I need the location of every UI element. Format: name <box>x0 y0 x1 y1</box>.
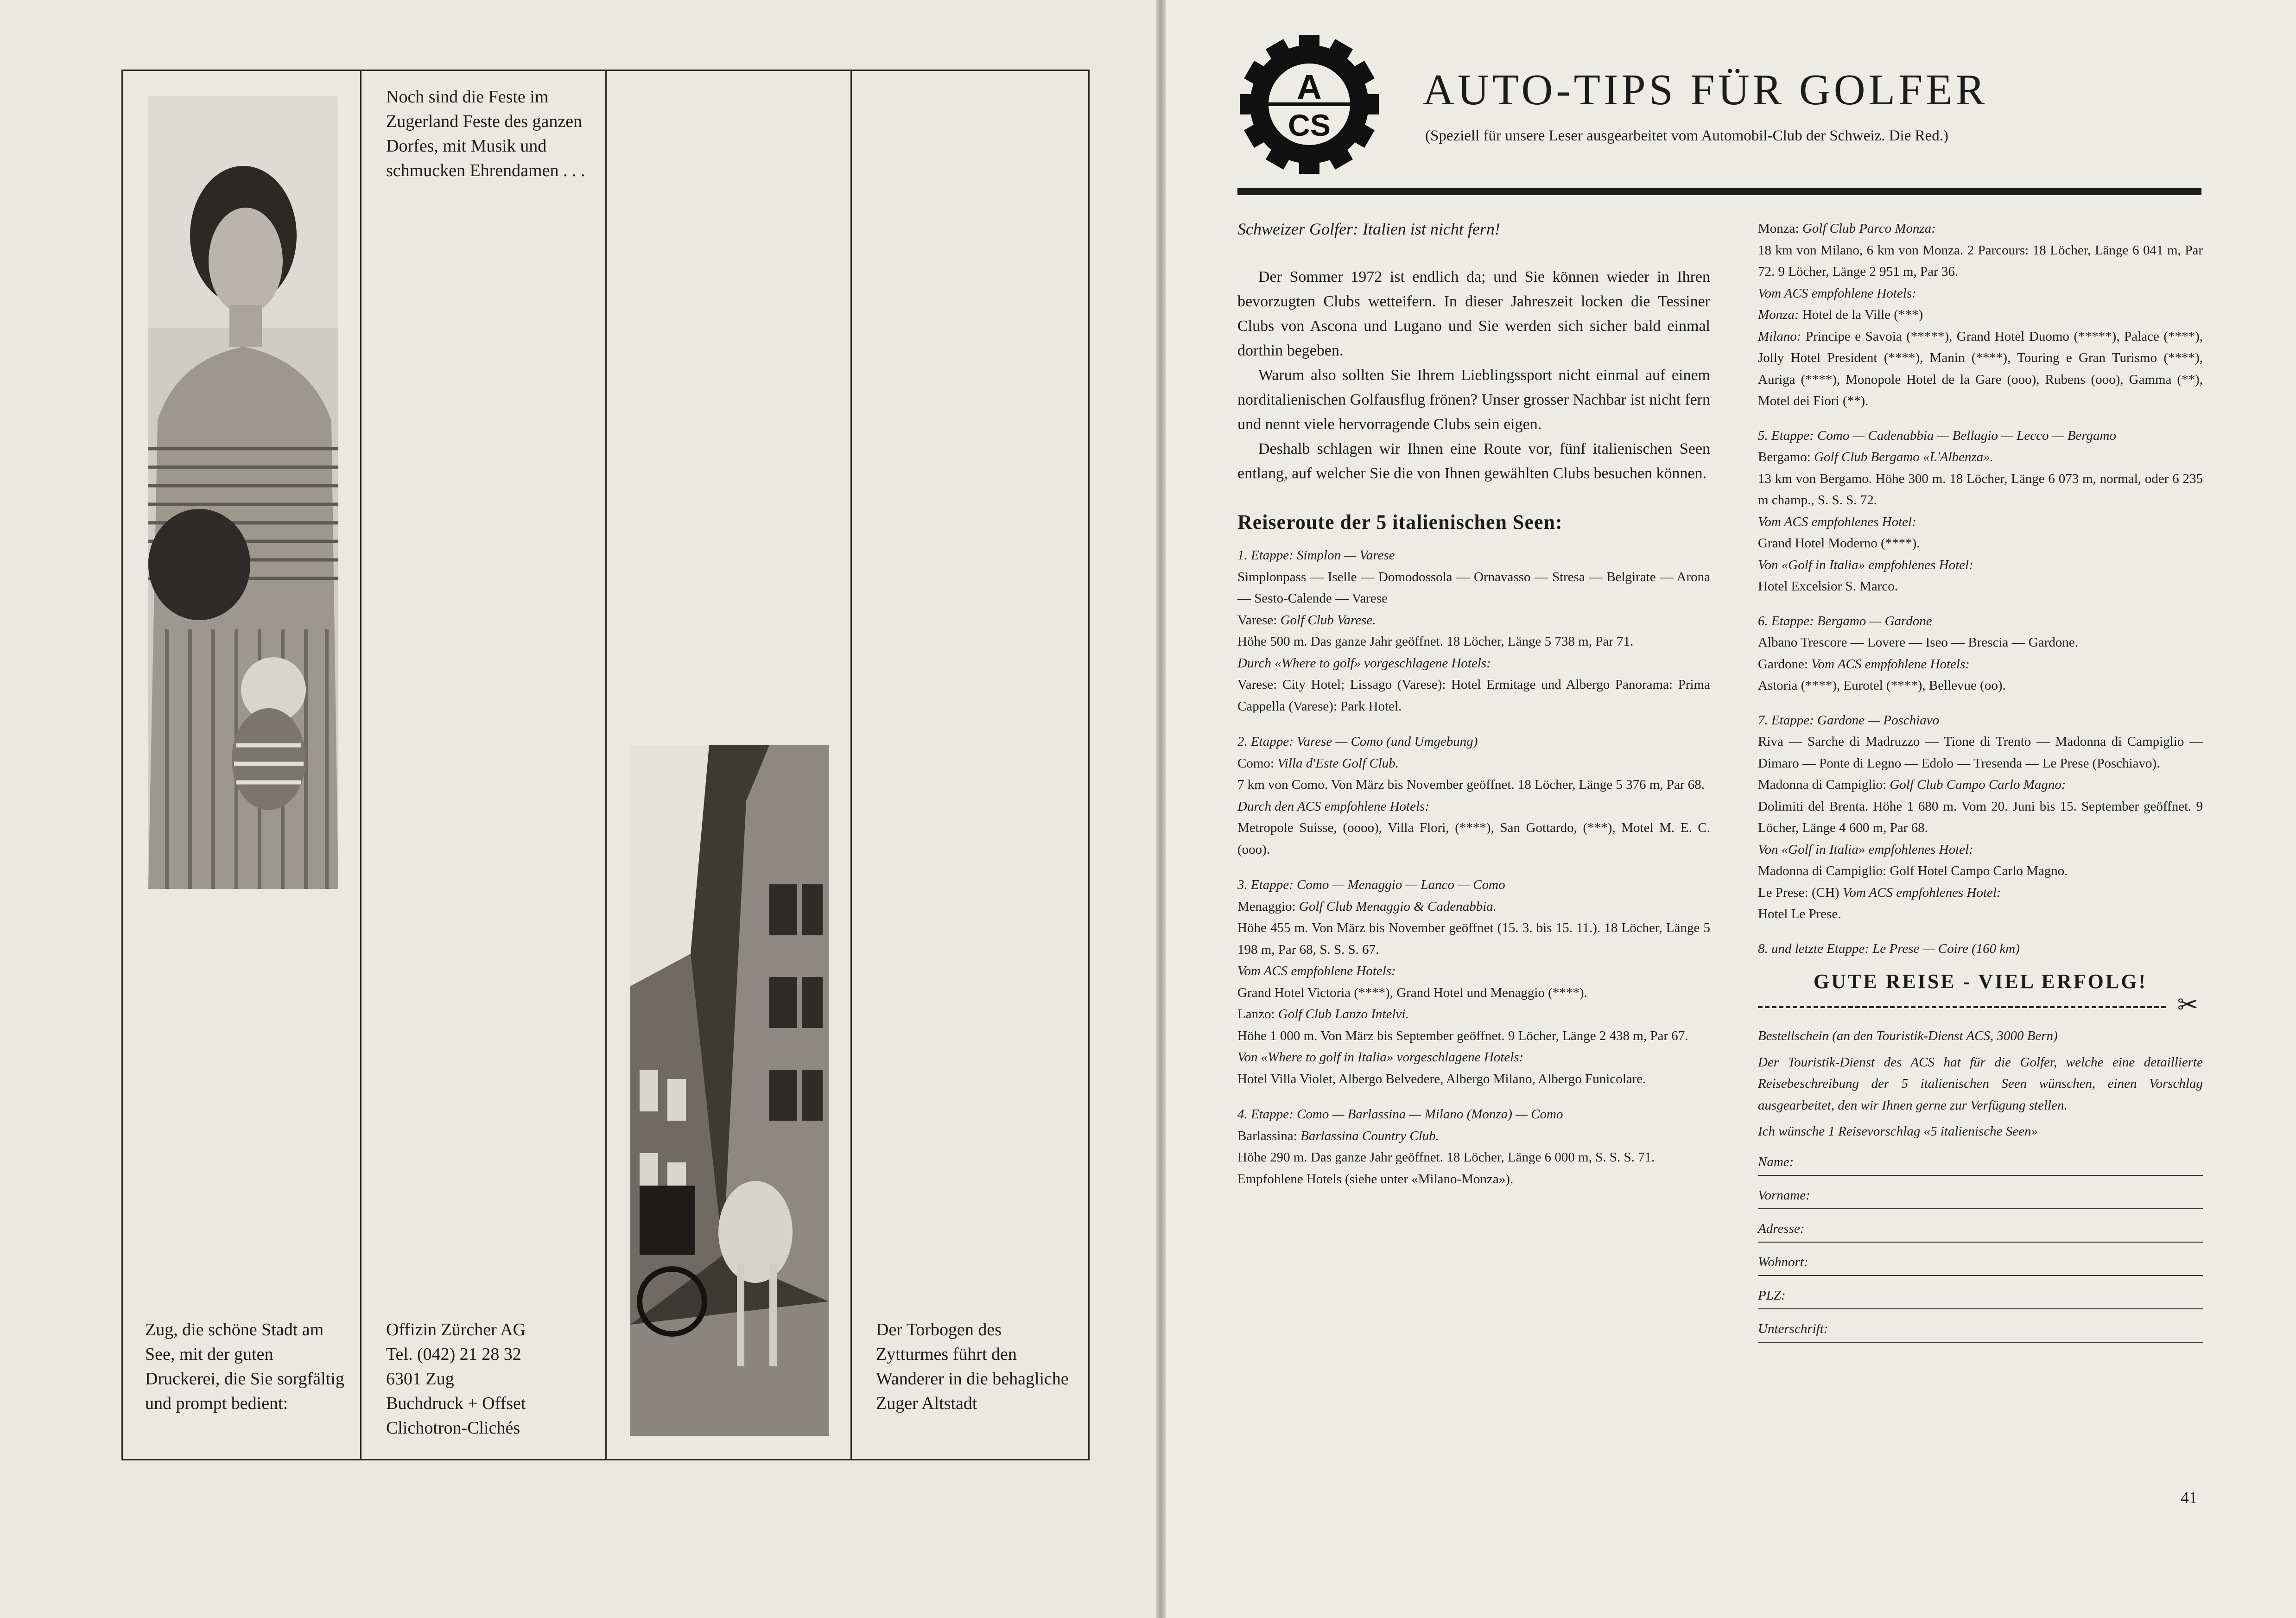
intro-paragraph: Der Sommer 1972 ist endlich da; und Sie können wieder in Ihren bevorzugten Clubs wetteifern. In dieser Jahreszeit locken die Tessiner Clubs von Ascona und Lugano und Sie werden sich sicher bald einmal dorthin begeben. <box>1237 268 1710 359</box>
scissors-icon: ✂ <box>2177 991 2198 1019</box>
column-divider <box>360 71 362 1459</box>
printer-advertisement <box>121 70 1090 1460</box>
club-name: Golf Club Lanzo Intelvi. <box>1278 1007 1409 1022</box>
hotels-list: Empfohlene Hotels (siehe unter «Milano-Monza»). <box>1237 1171 1514 1187</box>
form-field-unterschrift[interactable] <box>1758 1309 2203 1343</box>
hotels-list: Hotel Villa Violet, Albergo Belvedere, Albergo Milano, Albergo Funicolare. <box>1237 1071 1646 1086</box>
logo-text-cs: CS <box>1288 108 1331 142</box>
stage-title: 3. Etappe: Como — Menaggio — Lanco — Como <box>1237 877 1505 892</box>
hotels-line <box>1758 654 2203 675</box>
hotels-heading: Durch den ACS empfohlene Hotels: <box>1237 799 1429 814</box>
club-name: Villa d'Este Golf Club. <box>1277 755 1399 771</box>
stage-title: 8. und letzte Etappe: Le Prese — Coire (160 km) <box>1758 941 2020 956</box>
order-form <box>1758 1142 2203 1343</box>
club-name: Barlassina Country Club. <box>1300 1128 1440 1143</box>
logo-text-a: A <box>1297 68 1322 106</box>
hotel-name: Hotel de la Ville (***) <box>1802 307 1923 322</box>
club-details: Höhe 500 m. Das ganze Jahr geöffnet. 18 Löcher, Länge 5 738 m, Par 71. <box>1237 634 1634 649</box>
form-field-vorname[interactable] <box>1758 1176 2203 1209</box>
article-lead: Schweizer Golfer: Italien ist nicht fern! <box>1237 220 1500 238</box>
stage-3 <box>1237 874 1710 1090</box>
stage-route: Albano Trescore — Lovere — Iseo — Brescia — Gardone. <box>1758 635 2078 650</box>
article-column-left <box>1237 217 1710 1190</box>
town-label: Monza: <box>1758 307 1799 322</box>
hotels-list: Hotel Le Prese. <box>1758 907 1841 921</box>
page-number: 41 <box>2181 1488 2197 1507</box>
club-line <box>1758 218 2203 240</box>
hotels-list: Madonna di Campiglio: Golf Hotel Campo Carlo Magno. <box>1758 863 2068 878</box>
intro-paragraph: Warum also sollten Sie Ihrem Lieblingssport nicht einmal auf einem norditalienischen Golfausflug frönen? Unser grosser Nachbar ist nicht fern und nennt viele hervorragende Clubs sein eigen. <box>1237 367 1710 433</box>
hotels-list <box>1758 326 2203 412</box>
article-subtitle: (Speziell für unsere Leser ausgearbeitet vom Automobil-Club der Schweiz. Die Red.) <box>1425 127 1948 144</box>
club-line <box>1237 896 1710 918</box>
club-details: 18 km von Milano, 6 km von Monza. 2 Parcours: 18 Löcher, Länge 6 041 m, Par 72. 9 Löcher, Länge 2 951 m, Par 36. <box>1758 242 2203 279</box>
stage-title: 4. Etappe: Como — Barlassina — Milano (Monza) — Como <box>1237 1107 1563 1122</box>
club-name: Golf Club Menaggio & Cadenabbia. <box>1299 899 1497 914</box>
club-name: Golf Club Parco Monza: <box>1802 221 1936 236</box>
closing-slogan: GUTE REISE - VIEL ERFOLG! <box>1813 970 2148 993</box>
club-details: Höhe 290 m. Das ganze Jahr geöffnet. 18 Löcher, Länge 6 000 m, S. S. S. 71. <box>1237 1150 1655 1165</box>
hotels-heading: Von «Golf in Italia» empfohlenes Hotel: <box>1758 842 1973 857</box>
stage-title: 1. Etappe: Simplon — Varese <box>1237 548 1395 563</box>
club-name: Golf Club Bergamo «L'Albenza». <box>1814 450 1994 464</box>
field-label: Wohnort: <box>1758 1255 1808 1269</box>
stage-route: Riva — Sarche di Madruzzo — Tione di Trento — Madonna di Campiglio — Dimaro — Ponte di Legno — Edolo — Tresenda — Le Prese (Poschiavo). <box>1758 734 2203 771</box>
town-caption: Zug, die schöne Stadt am See, mit der guten Druckerei, die Sie sorgfältig und prompt bedient: <box>145 1320 344 1413</box>
club-label: Bergamo: <box>1758 450 1811 464</box>
club-line <box>1237 1003 1710 1025</box>
gate-caption: Der Torbogen des Zytturmes führt den Wanderer in die behagliche Zuger Altstadt <box>876 1320 1069 1413</box>
book-gutter <box>1156 0 1166 1618</box>
festival-caption: Noch sind die Feste im Zugerland Feste des ganzen Dorfes, mit Musik und schmucken Ehrendamen . . . <box>386 87 585 180</box>
order-request: Ich wünsche 1 Reisevorschlag «5 italienische Seen» <box>1758 1124 2038 1139</box>
intro-paragraph: Deshalb schlagen wir Ihnen eine Route vor, fünf italienischen Seen entlang, auf welcher Sie die von Ihnen gewählten Clubs besuchen können. <box>1237 440 1710 482</box>
field-label: PLZ: <box>1758 1288 1786 1303</box>
hotels-heading: Vom ACS empfohlenes Hotel: <box>1758 514 1916 529</box>
club-name: Golf Club Campo Carlo Magno: <box>1890 777 2066 792</box>
town-label: Le Prese: (CH) <box>1758 885 1839 900</box>
hotels-heading: Von «Where to golf in Italia» vorgeschlagene Hotels: <box>1237 1050 1524 1065</box>
club-line <box>1237 1125 1710 1147</box>
club-label: Varese: <box>1237 612 1277 628</box>
form-field-plz[interactable] <box>1758 1276 2203 1309</box>
club-line <box>1237 753 1710 774</box>
hotels-list: Metropole Suisse, (oooo), Villa Flori, (****), San Gottardo, (***), Motel M. E. C. (ooo). <box>1237 820 1710 857</box>
stage-title: 7. Etappe: Gardone — Poschiavo <box>1758 712 1940 728</box>
stage-4 <box>1237 1104 1710 1190</box>
zug-old-town-photo <box>630 745 829 1436</box>
club-label: Monza: <box>1758 221 1799 236</box>
column-divider <box>605 71 607 1459</box>
stage-title: 5. Etappe: Como — Cadenabbia — Bellagio — Lecco — Bergamo <box>1758 428 2116 443</box>
club-details: Dolimiti del Brenta. Höhe 1 680 m. Vom 20. Juni bis 15. September geöffnet. 9 Löcher, Länge 4 600 m, Par 68. <box>1758 799 2203 835</box>
club-details: Höhe 1 000 m. Von März bis September geöffnet. 9 Löcher, Länge 2 438 m, Par 67. <box>1237 1028 1688 1043</box>
hotels-list: Astoria (****), Eurotel (****), Bellevue (oo). <box>1758 678 2006 693</box>
club-label: Como: <box>1237 755 1274 771</box>
company-phone: Tel. (042) 21 28 32 <box>386 1345 521 1364</box>
article-column-right <box>1758 218 2203 1343</box>
right-page <box>1166 0 2296 1618</box>
club-details: Höhe 455 m. Von März bis November geöffnet (15. 3. bis 15. 11.). 18 Löcher, Länge 5 198 m, Par 68, S. S. S. 67. <box>1237 920 1710 957</box>
route-heading: Reiseroute der 5 italienischen Seen: <box>1237 511 1563 533</box>
hotels-heading: Durch «Where to golf» vorgeschlagene Hotels: <box>1237 655 1491 671</box>
hotels-line <box>1758 882 2203 904</box>
acs-logo <box>1240 35 1379 174</box>
field-label: Name: <box>1758 1155 1794 1169</box>
company-city: 6301 Zug <box>386 1369 454 1389</box>
club-label: Madonna di Campiglio: <box>1758 777 1887 792</box>
club-details: 13 km von Bergamo. Höhe 300 m. 18 Löcher, Länge 6 073 m, normal, oder 6 235 m champ., S. S. S. 72. <box>1758 471 2203 508</box>
company-address <box>386 1318 599 1440</box>
order-text: Der Touristik-Dienst des ACS hat für die Golfer, welche eine detaillierte Reisebeschreibung der 5 italienischen Seen wünschen, einen Vorschlag ausgearbeitet, den wir Ihnen gerne zur Verfügung stellen. <box>1758 1054 2203 1113</box>
order-heading: Bestellschein (an den Touristik-Dienst ACS, 3000 Bern) <box>1758 1028 2058 1043</box>
hotels-heading: Von «Golf in Italia» empfohlenes Hotel: <box>1758 557 1973 572</box>
hotels-heading: Vom ACS empfohlenes Hotel: <box>1842 885 2001 900</box>
field-label: Unterschrift: <box>1758 1321 1828 1336</box>
article-title: AUTO-TIPS FÜR GOLFER <box>1423 66 1988 114</box>
festival-woman-photo <box>148 96 338 889</box>
hotels-heading: Vom ACS empfohlene Hotels: <box>1758 286 1916 301</box>
club-line <box>1758 446 2203 468</box>
hotel-names: Principe e Savoia (*****), Grand Hotel Duomo (*****), Palace (****), Jolly Hotel President (****), Manin (****), Touring e Gran Turismo (****), Auriga (****), Monopole Hotel de la Gare (ooo), Rubens (ooo), Gamma (**), Motel dei Fiori (**). <box>1758 329 2203 408</box>
field-label: Vorname: <box>1758 1188 1810 1203</box>
hotels-heading: Vom ACS empfohlene Hotels: <box>1811 656 1970 672</box>
hotels-list: Grand Hotel Victoria (****), Grand Hotel und Menaggio (****). <box>1237 985 1587 1000</box>
stage-route: Simplonpass — Iselle — Domodossola — Ornavasso — Stresa — Belgirate — Arona — Sesto-Calende — Varese <box>1237 569 1710 606</box>
field-label: Adresse: <box>1758 1221 1805 1236</box>
town-label: Gardone: <box>1758 656 1808 672</box>
form-field-name[interactable] <box>1758 1142 2203 1176</box>
club-line <box>1758 774 2203 796</box>
company-service: Clichotron-Clichés <box>386 1418 520 1438</box>
club-label: Barlassina: <box>1237 1128 1297 1143</box>
column-divider <box>850 71 852 1459</box>
town-label: Milano: <box>1758 329 1801 344</box>
hotels-list: Varese: City Hotel; Lissago (Varese): Hotel Ermitage und Albergo Panorama: Prima Cappella (Varese): Park Hotel. <box>1237 677 1710 714</box>
form-field-wohnort[interactable] <box>1758 1243 2203 1276</box>
title-rule <box>1237 188 2201 195</box>
hotels-heading: Vom ACS empfohlene Hotels: <box>1237 964 1396 978</box>
club-name: Golf Club Varese. <box>1280 612 1376 628</box>
stage-title: 6. Etappe: Bergamo — Gardone <box>1758 613 1932 628</box>
club-line <box>1237 609 1710 631</box>
company-service: Buchdruck + Offset <box>386 1394 526 1413</box>
form-field-adresse[interactable] <box>1758 1209 2203 1243</box>
hotels-list <box>1758 304 2203 326</box>
club-details: 7 km von Como. Von März bis November geöffnet. 18 Löcher, Länge 5 376 m, Par 68. <box>1237 777 1705 792</box>
club-label: Menaggio: <box>1237 899 1296 914</box>
hotels-list: Grand Hotel Moderno (****). <box>1758 536 1920 551</box>
stage-1 <box>1237 545 1710 717</box>
coupon-cut-line <box>1758 991 2203 1019</box>
hotels-list: Hotel Excelsior S. Marco. <box>1758 579 1898 594</box>
stage-title: 2. Etappe: Varese — Como (und Umgebung) <box>1237 734 1478 749</box>
stage-2 <box>1237 731 1710 860</box>
company-name: Offizin Zürcher AG <box>386 1320 526 1339</box>
club-label: Lanzo: <box>1237 1007 1275 1022</box>
